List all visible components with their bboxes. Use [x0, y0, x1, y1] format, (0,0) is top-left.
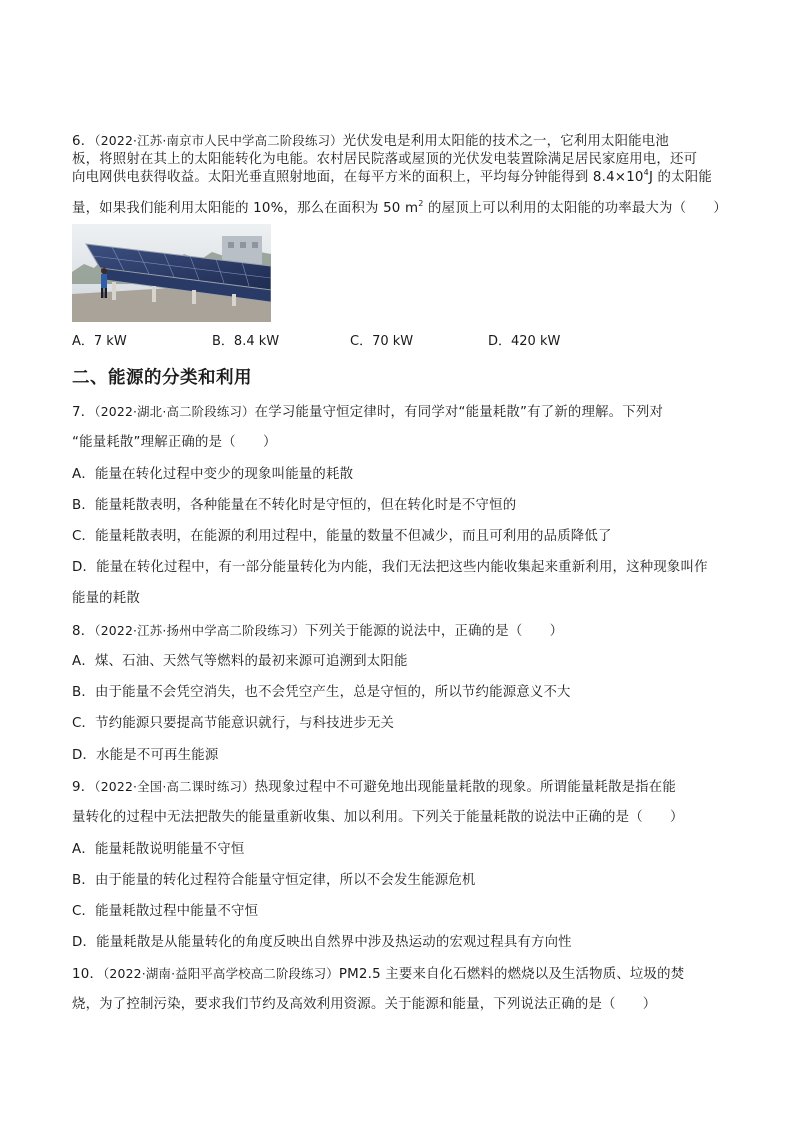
q8-option-b[interactable]: B．由于能量不会凭空消失，也不会凭空产生，总是守恒的，所以节约能源意义不大: [72, 685, 571, 700]
q10-line-2: 烧，为了控制污染，要求我们节约及高效利用资源。关于能源和能量，下列说法正确的是（ ）: [72, 997, 657, 1012]
q9-option-b[interactable]: B．由于能量的转化过程符合能量守恒定律，所以不会发生能源危机: [72, 873, 476, 888]
question-number: 8．: [72, 624, 95, 639]
question-number: 9．: [72, 780, 95, 795]
q6-line-4-tail: 的屋顶上可以利用的太阳能的功率最大为（ ）: [423, 201, 727, 216]
q7-option-d-continued: 能量的耗散: [72, 591, 140, 606]
solar-panel-photo: [72, 224, 271, 322]
q9-option-a[interactable]: A．能量耗散说明能量不守恒: [72, 842, 245, 857]
q9-line-1: [72, 777, 676, 798]
q6-line-1: [72, 131, 669, 152]
q8-option-c[interactable]: C．节约能源只要提高节能意识就行，与科技进步无关: [72, 716, 395, 731]
solar-panel-illustration: [72, 224, 271, 322]
q9-option-d[interactable]: D．能量耗散是从能量转化的角度反映出自然界中涉及热运动的宏观过程具有方向性: [72, 935, 572, 950]
question-text: PM2.5 主要来自化石燃料的燃烧以及生活物质、垃圾的焚: [338, 967, 685, 982]
q6-line-2: 板，将照射在其上的太阳能转化为电能。农村居民院落或屋顶的光伏发电装置除满足居民家庭用电，还可: [72, 152, 698, 167]
q6-option-c[interactable]: C．70 kW: [350, 334, 414, 349]
question-text: 下列关于能源的说法中，正确的是（ ）: [305, 624, 564, 639]
q7-option-a[interactable]: A．能量在转化过程中变少的现象叫能量的耗散: [72, 467, 354, 482]
q8-option-a[interactable]: A．煤、石油、天然气等燃料的最初来源可追溯到太阳能: [72, 654, 408, 669]
exponent: 4: [643, 168, 649, 177]
exponent: 2: [418, 199, 424, 208]
question-text: 在学习能量守恒定律时，有同学对“能量耗散”有了新的理解。下列对: [254, 405, 664, 420]
q10-line-1: [72, 964, 684, 985]
q7-line-1: [72, 402, 663, 423]
q8-line-1: [72, 621, 563, 642]
q9-option-c[interactable]: C．能量耗散过程中能量不守恒: [72, 904, 259, 919]
q6-option-a[interactable]: A．7 kW: [72, 334, 127, 349]
q6-line-3: [72, 168, 712, 188]
q6-line-4-text: 量，如果我们能利用太阳能的 10%，那么在面积为 50 m: [72, 201, 419, 216]
question-number: 6．: [72, 134, 95, 149]
q7-option-d[interactable]: D．能量在转化过程中，有一部分能量转化为内能，我们无法把这些内能收集起来重新利用，这种现象叫作: [72, 560, 708, 575]
q7-option-c[interactable]: C．能量耗散表明，在能源的利用过程中，能量的数量不但减少，而且可利用的品质降低了: [72, 529, 612, 544]
question-source: （2022·江苏·南京市人民中学高二阶段练习）: [94, 133, 343, 148]
question-source: （2022·全国·高二课时练习）: [94, 779, 255, 794]
q7-option-b[interactable]: B．能量耗散表明，各种能量在不转化时是守恒的，但在转化时是不守恒的: [72, 498, 517, 513]
question-number: 7．: [72, 405, 95, 420]
section-heading: 二、能源的分类和利用: [72, 368, 252, 388]
question-text: 光伏发电是利用太阳能的技术之一，它利用太阳能电池: [342, 134, 669, 149]
question-text: 热现象过程中不可避免地出现能量耗散的现象。所谓能量耗散是指在能: [254, 780, 676, 795]
q6-line-3-text: 向电网供电获得收益。太阳光垂直照射地面，在每平方米的面积上，平均每分钟能得到 8.4×10: [72, 170, 644, 185]
q6-option-d[interactable]: D．420 kW: [488, 334, 561, 349]
q7-line-2: “能量耗散”理解正确的是（ ）: [72, 435, 277, 450]
question-source: （2022·湖北·高二阶段练习）: [94, 404, 255, 419]
q6-line-3-tail: J 的太阳能: [648, 170, 712, 185]
question-number: 10．: [72, 967, 104, 982]
q8-option-d[interactable]: D．水能是不可再生能源: [72, 748, 219, 763]
question-source: （2022·湖南·益阳平高学校高二阶段练习）: [103, 966, 339, 981]
q9-line-2: 量转化的过程中无法把散失的能量重新收集、加以利用。下列关于能量耗散的说法中正确的是（ ）: [72, 810, 684, 825]
q6-option-b[interactable]: B．8.4 kW: [212, 334, 280, 349]
question-source: （2022·江苏·扬州中学高二阶段练习）: [94, 623, 305, 638]
q6-line-4: [72, 199, 727, 219]
